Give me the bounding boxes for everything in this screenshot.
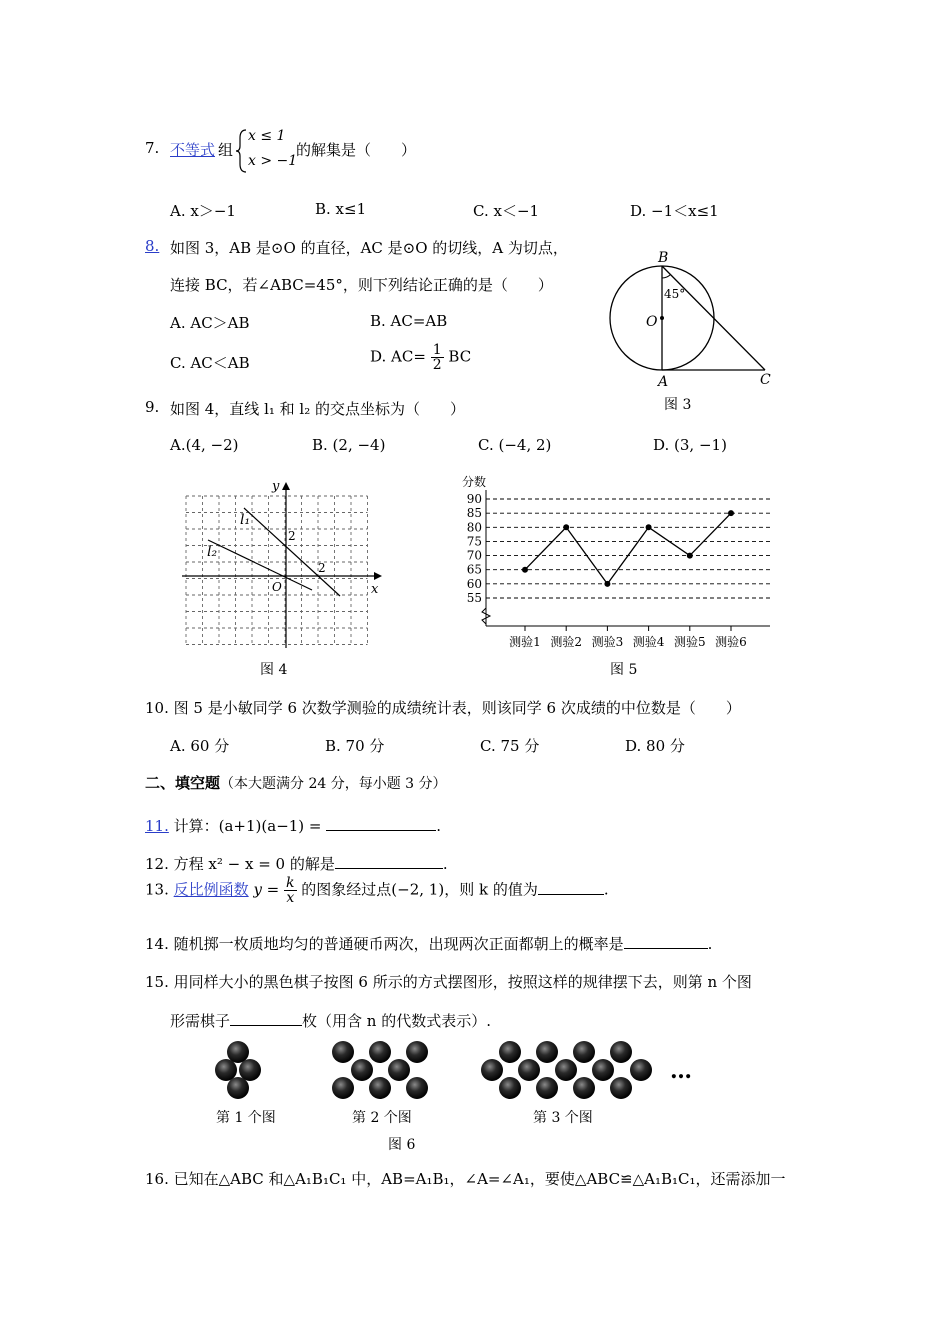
q14-answer-blank[interactable] [624,948,708,949]
chart-points [522,510,734,587]
q7-system-line2: x > −1 [248,153,298,169]
q9-option-b: B. (2, −4) [312,436,386,454]
q11-number-link[interactable]: 11. [145,817,169,835]
chart-y-tick-label: 70 [466,548,482,563]
go-stone [332,1077,354,1099]
chart-y-ticks [467,492,482,605]
q10-option-a: A. 60 分 [170,737,230,755]
q14-text: 14. 随机掷一枚质地均匀的普通硬币两次，出现两次正面都朝上的概率是 [145,935,624,953]
go-stone [227,1041,249,1063]
q14 [145,933,712,954]
go-stone [573,1041,595,1063]
line-l1 [244,508,340,596]
q8-option-d-post: BC [448,347,472,366]
section-2-note: （本大题满分 24 分，每小题 3 分） [220,776,447,792]
q7-option-d: D. −1＜x≤1 [630,202,719,220]
chart-data-point [522,567,528,573]
q12-answer-blank[interactable] [335,868,443,869]
q15-answer-blank[interactable] [230,1025,302,1026]
go-stone [215,1059,237,1081]
grid [186,496,368,645]
q8-option-d-pre: D. AC= [370,347,426,366]
q11-text: 计算：(a+1)(a−1) = [173,817,327,835]
chart-x-tick-label: 测验5 [673,635,706,649]
figure-5-chart [448,470,778,682]
ellipsis: … [670,1058,692,1084]
figure-5-caption: 图 5 [610,662,638,678]
chart-grid [486,499,770,598]
q7-brace [234,128,248,174]
chart-y-tick-label: 85 [466,506,482,521]
go-stone [388,1059,410,1081]
go-stone [610,1041,632,1063]
go-stone [555,1059,577,1081]
go-stone [592,1059,614,1081]
l2-label: l₂ [207,544,218,560]
q9-number: 9. [145,398,160,416]
go-stones [215,1041,652,1099]
fig6-label-3: 第 3 个图 [533,1110,593,1126]
chart-y-tick-label: 55 [466,591,482,605]
section-2-heading [145,772,447,793]
q7-pre: 组 [218,141,234,159]
q13-end: . [603,880,609,899]
q10-text: 10. 图 5 是小敏同学 6 次数学测验的成绩统计表，则该同学 6 次成绩的中位数是（ ） [145,699,741,717]
label-c: C [760,372,771,388]
q7-option-a: A. x＞−1 [170,202,236,220]
q7-link-inequality[interactable]: 不等式 [170,141,216,159]
q13-link-inverse-function[interactable]: 反比例函数 [173,880,249,899]
q8-line1: 如图 3，AB 是⊙O 的直径，AC 是⊙O 的切线，A 为切点， [170,239,568,257]
q12-text: 12. 方程 x² − x = 0 的解是 [145,855,335,873]
chart-y-tick-label: 80 [466,520,482,535]
q11-end: . [436,817,442,835]
q9-option-a: A.(4, −2) [170,436,239,454]
q7-option-b: B. x≤1 [315,200,367,218]
go-stone [332,1041,354,1063]
q13-text: 的图象经过点(−2, 1)，则 k 的值为 [301,880,538,899]
q13-number: 13. [145,880,169,899]
q7-system-line1: x ≤ 1 [248,128,286,144]
chart-series-line [525,513,731,584]
x-axis-arrow-icon [374,572,382,580]
figure-3-caption: 图 3 [664,397,692,413]
chart-x-tick-label: 测验1 [509,635,541,649]
q9-option-c: C. (−4, 2) [478,436,552,454]
angle-arc [662,275,671,279]
q11-answer-blank[interactable] [326,830,436,831]
chart-y-tick-label: 75 [466,534,482,549]
label-o: O [646,314,658,330]
figure-6 [200,1032,720,1160]
q8-option-d [370,343,471,372]
q8-option-a: A. AC＞AB [170,314,250,332]
q15-line2 [170,1010,491,1031]
q12-end: . [442,855,448,873]
q16-text: 16. 已知在△ABC 和△A₁B₁C₁ 中，AB=A₁B₁，∠A=∠A₁，要使△ABC≌△A₁B₁C₁，还需添加一 [145,1170,786,1188]
chart-y-tick-label: 60 [466,576,482,591]
go-stone [481,1059,503,1081]
chart-data-point [604,581,610,587]
label-b: B [658,250,669,266]
go-stone [351,1059,373,1081]
figure-3 [600,248,790,418]
q10-option-b: B. 70 分 [325,737,385,755]
go-stone [518,1059,540,1081]
chart-x-ticks [509,626,747,649]
q14-end: . [707,935,713,953]
go-stone [227,1077,249,1099]
chart-data-point [728,510,734,516]
go-stone [499,1041,521,1063]
line-l2 [208,540,312,590]
q15-line2-post: 枚（用含 n 的代数式表示）. [302,1012,491,1030]
q15-line1: 15. 用同样大小的黑色棋子按图 6 所示的方式摆图形，按照这样的规律摆下去，则第 n 个图 [145,973,752,991]
figure-4-caption: 图 4 [260,662,288,678]
label-a: A [658,374,669,390]
go-stone [536,1077,558,1099]
q15-line2-pre: 形需棋子 [170,1012,231,1030]
q12 [145,853,448,874]
figure-4 [178,478,388,683]
center-point [660,316,664,320]
go-stone [499,1077,521,1099]
y-axis-arrow-icon [282,482,290,490]
chart-data-point [563,524,569,530]
q8-line2: 连接 BC，若∠ABC=45°，则下列结论正确的是（ ） [170,276,553,294]
fraction-denominator: x [286,890,295,906]
angle-label: 45° [664,287,686,301]
q13-answer-blank[interactable] [538,894,604,895]
y-label: y [272,479,280,494]
q7-stem: 的解集是（ ） [296,141,417,159]
q13-fraction [284,876,296,905]
x-tick-2: 2 [318,561,326,575]
go-stone [630,1059,652,1081]
chart-y-tick-label: 90 [466,492,482,506]
q8-number-link[interactable]: 8. [145,237,160,255]
chart-ylabel: 分数 [462,475,487,489]
q8-option-b: B. AC=AB [370,312,448,330]
go-stone [610,1077,632,1099]
chart-data-point [687,553,693,559]
q10-option-d: D. 80 分 [625,737,685,755]
figure-6-caption: 图 6 [388,1137,416,1153]
q9-option-d: D. (3, −1) [653,436,727,454]
fraction-numerator: 1 [432,342,442,358]
fig6-label-2: 第 2 个图 [352,1110,412,1126]
chart-data-point [646,524,652,530]
origin-label: O [272,580,282,594]
chart-y-tick-label: 65 [466,562,482,577]
go-stone [369,1041,391,1063]
q7-number: 7. [145,139,160,157]
l1-label: l₁ [240,512,251,528]
go-stone [536,1041,558,1063]
x-label: x [371,582,379,597]
q8-option-d-fraction [431,343,444,372]
fig6-label-1: 第 1 个图 [216,1110,276,1126]
go-stone [406,1041,428,1063]
go-stone [239,1059,261,1081]
q11 [145,815,441,836]
go-stone [406,1077,428,1099]
q9-text: 如图 4，直线 l₁ 和 l₂ 的交点坐标为（ ） [170,400,466,418]
q7-option-c: C. x＜−1 [473,202,540,220]
y-tick-2: 2 [288,529,296,543]
chart-x-tick-label: 测验4 [632,635,665,649]
chart-x-tick-label: 测验6 [715,635,747,649]
chart-x-tick-label: 测验2 [550,635,583,649]
segment-bc [662,266,765,370]
fraction-denominator: 2 [432,357,442,373]
go-stone [369,1077,391,1099]
q10-option-c: C. 75 分 [480,737,540,755]
q8-option-c: C. AC＜AB [170,354,250,372]
go-stone [573,1077,595,1099]
section-2-title: 二、填空题 [145,774,221,792]
q13-y: y = [253,880,280,899]
q13 [145,876,609,905]
fraction-numerator: k [286,875,295,891]
chart-x-tick-label: 测验3 [591,635,624,649]
